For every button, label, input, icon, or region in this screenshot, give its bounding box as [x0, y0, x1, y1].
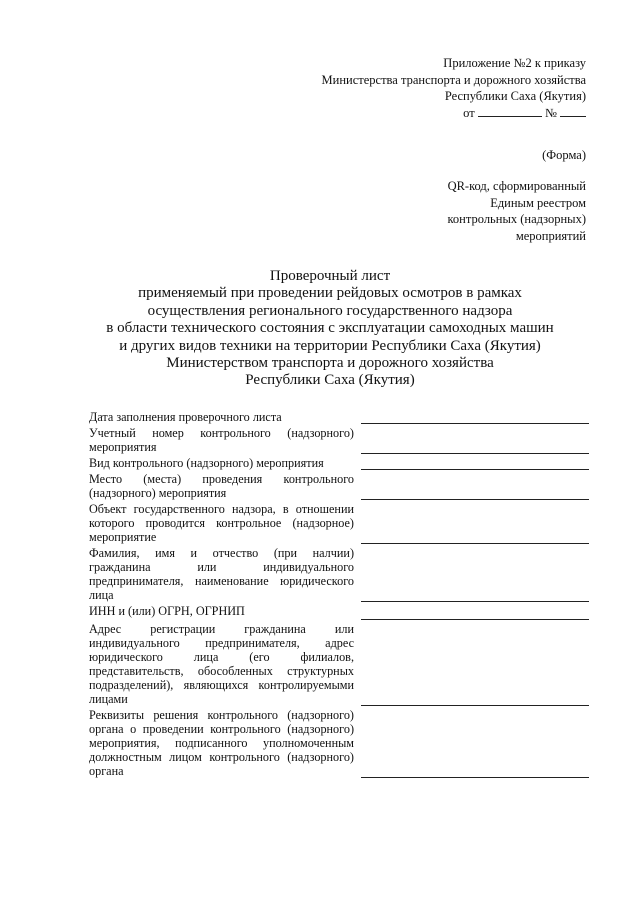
- title-line-4: в области технического состояния с эксплуатации самоходных машин: [106, 320, 554, 337]
- field-row-inn-ogrn: [89, 604, 589, 622]
- field-row-decision-details: [89, 708, 589, 780]
- form-label: (Форма): [542, 148, 586, 162]
- qr-line-2: Единым реестром: [490, 195, 586, 210]
- field-blank-line[interactable]: [361, 777, 589, 778]
- title-line-6: Министерством транспорта и дорожного хозяйства: [166, 355, 494, 372]
- qr-line-4: мероприятий: [515, 228, 586, 243]
- number-sign: №: [544, 105, 557, 120]
- field-label: Вид контрольного (надзорного) мероприятия: [89, 456, 324, 470]
- order-reference: [322, 55, 586, 121]
- qr-line-3: контрольных (надзорных): [447, 212, 586, 226]
- field-blank-line[interactable]: [361, 499, 589, 500]
- field-blank-line[interactable]: [361, 423, 589, 424]
- appendix-line: Приложение №2 к приказу: [443, 56, 586, 70]
- qr-line-1: QR-код, сформированный: [447, 179, 586, 193]
- field-blank-line[interactable]: [361, 469, 589, 470]
- order-date-number-line: [322, 105, 586, 122]
- field-row-fill-date: [89, 410, 589, 426]
- field-label: Место (места) проведения контрольного (надзорного) мероприятия: [89, 472, 354, 500]
- title-line-3: осуществления регионального государственного надзора: [147, 302, 513, 319]
- title-line-5: и других видов техники на территории Республики Саха (Якутия): [119, 337, 541, 354]
- field-label: Учетный номер контрольного (надзорного) мероприятия: [89, 426, 354, 454]
- qr-code-note: [447, 178, 586, 244]
- field-row-event-place: [89, 472, 589, 502]
- date-blank: [478, 105, 542, 117]
- field-blank-line[interactable]: [361, 453, 589, 454]
- ministry-line: Министерства транспорта и дорожного хозяйства: [321, 72, 586, 87]
- field-label: Объект государственного надзора, в отношении которого проводится контрольное (надзорное) мероприятие: [89, 502, 354, 544]
- field-blank-line[interactable]: [361, 619, 589, 620]
- title-line-1: Проверочный лист: [269, 268, 391, 284]
- title-line-2: применяемый при проведении рейдовых осмотров в рамках: [138, 285, 522, 302]
- number-blank: [560, 105, 586, 117]
- document-title: [60, 268, 600, 390]
- field-blank-line[interactable]: [361, 601, 589, 602]
- field-label: Реквизиты решения контрольного (надзорного) органа о проведении контрольного (надзорного) мероприятия, подписанного уполномоченным должностным лицом контрольного (надзорного) органа: [89, 708, 354, 778]
- title-line-7: Республики Саха (Якутия): [245, 372, 415, 389]
- republic-line: Республики Саха (Якутия): [444, 89, 586, 103]
- field-row-registration-address: [89, 622, 589, 708]
- checklist-fields: [89, 410, 589, 780]
- field-blank-line[interactable]: [361, 543, 589, 544]
- field-blank-line[interactable]: [361, 705, 589, 706]
- field-label: ИНН и (или) ОГРН, ОГРНИП: [89, 604, 245, 618]
- field-label: Адрес регистрации гражданина или индивидуального предпринимателя, адрес юридического лица (его филиалов, представительств, обособленных структурных подразделений), являющихся контролируемыми лицами: [89, 622, 354, 706]
- field-label: Дата заполнения проверочного листа: [89, 410, 282, 424]
- field-row-person-name: [89, 546, 589, 604]
- field-row-account-number: [89, 426, 589, 456]
- field-label: Фамилия, имя и отчество (при налчии) гражданина или индивидуального предпринимателя, наименование юридического лица: [89, 546, 354, 602]
- field-row-supervision-object: [89, 502, 589, 546]
- date-prefix: от: [463, 105, 475, 120]
- field-row-event-type: [89, 456, 589, 472]
